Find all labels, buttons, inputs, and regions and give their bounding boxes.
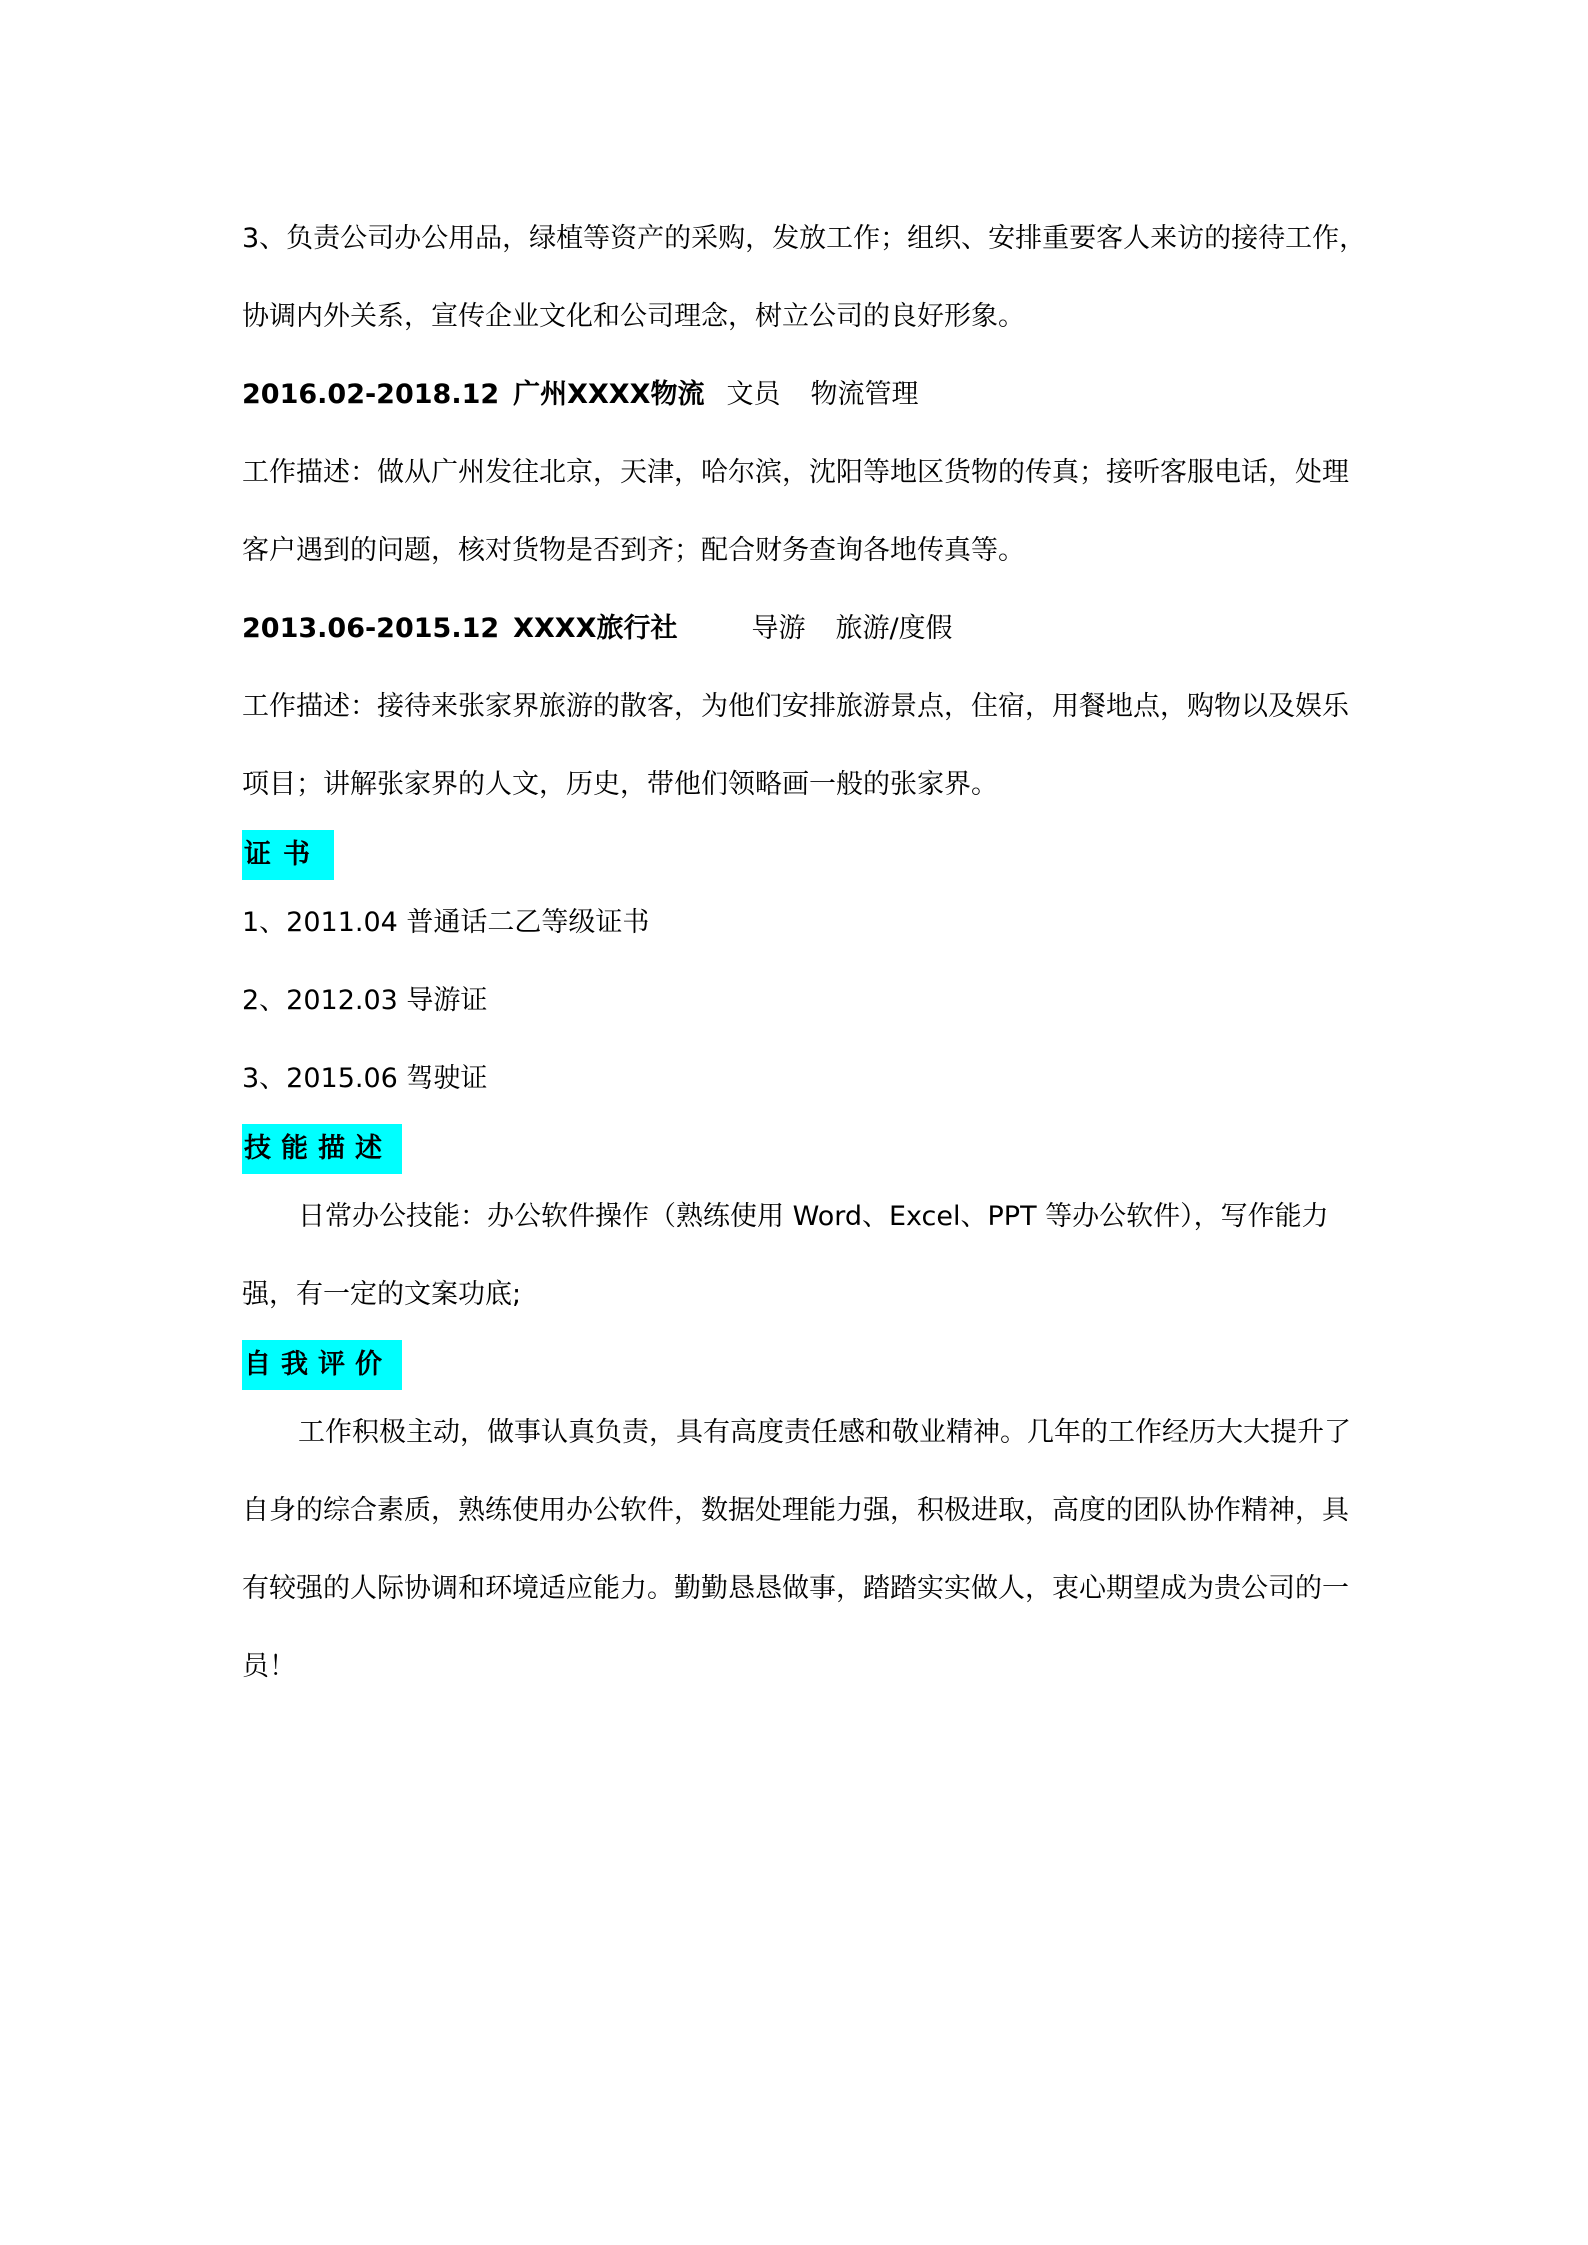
skills-heading-row bbox=[242, 1124, 1372, 1174]
certificates-heading: 证书 bbox=[242, 830, 334, 880]
self-evaluation-text: 工作积极主动，做事认真负责，具有高度责任感和敬业精神。几年的工作经历大大提升了自身的综合素质，熟练使用办公软件，数据处理能力强，积极进取，高度的团队协作精神，具有较强的人际协调和环境适应能力。勤勤恳恳做事，踏踏实实做人，衷心期望成为贵公司的一员！ bbox=[242, 1417, 1351, 1682]
job-field: 物流管理 bbox=[810, 379, 919, 410]
skills-heading: 技能描述 bbox=[242, 1124, 402, 1174]
work-duty-paragraph: 3、负责公司办公用品，绿植等资产的采购，发放工作；组织、安排重要客人来访的接待工作，协调内外关系，宣传企业文化和公司理念，树立公司的良好形象。 bbox=[242, 223, 1367, 332]
job-company: 广州XXXX物流 bbox=[513, 379, 705, 410]
certificate-item: 1、2011.04 普通话二乙等级证书 bbox=[242, 907, 650, 938]
job-entry-header bbox=[242, 590, 1372, 668]
self-evaluation-heading: 自我评价 bbox=[242, 1340, 402, 1390]
job-description: 工作描述：接待来张家界旅游的散客，为他们安排旅游景点，住宿，用餐地点，购物以及娱乐项目；讲解张家界的人文，历史，带他们领略画一般的张家界。 bbox=[242, 691, 1349, 800]
job-role: 文员 bbox=[726, 379, 781, 410]
job-description: 工作描述：做从广州发往北京，天津，哈尔滨，沈阳等地区货物的传真；接听客服电话，处理客户遇到的问题，核对货物是否到齐；配合财务查询各地传真等。 bbox=[242, 457, 1349, 566]
certificate-item: 3、2015.06 驾驶证 bbox=[242, 1063, 488, 1094]
self-evaluation-heading-row bbox=[242, 1340, 1372, 1390]
certificates-heading-row bbox=[242, 830, 1372, 880]
job-field: 旅游/度假 bbox=[835, 613, 953, 644]
job-period: 2013.06-2015.12 bbox=[242, 613, 500, 644]
job-role: 导游 bbox=[751, 613, 806, 644]
job-company: XXXX旅行社 bbox=[513, 613, 678, 644]
skills-text: 日常办公技能：办公软件操作（熟练使用 Word、Excel、PPT 等办公软件），写作能力强，有一定的文案功底; bbox=[242, 1201, 1329, 1310]
job-entry-header bbox=[242, 356, 1372, 434]
resume-content bbox=[242, 200, 1372, 1706]
certificate-item: 2、2012.03 导游证 bbox=[242, 985, 488, 1016]
job-period: 2016.02-2018.12 bbox=[242, 379, 500, 410]
